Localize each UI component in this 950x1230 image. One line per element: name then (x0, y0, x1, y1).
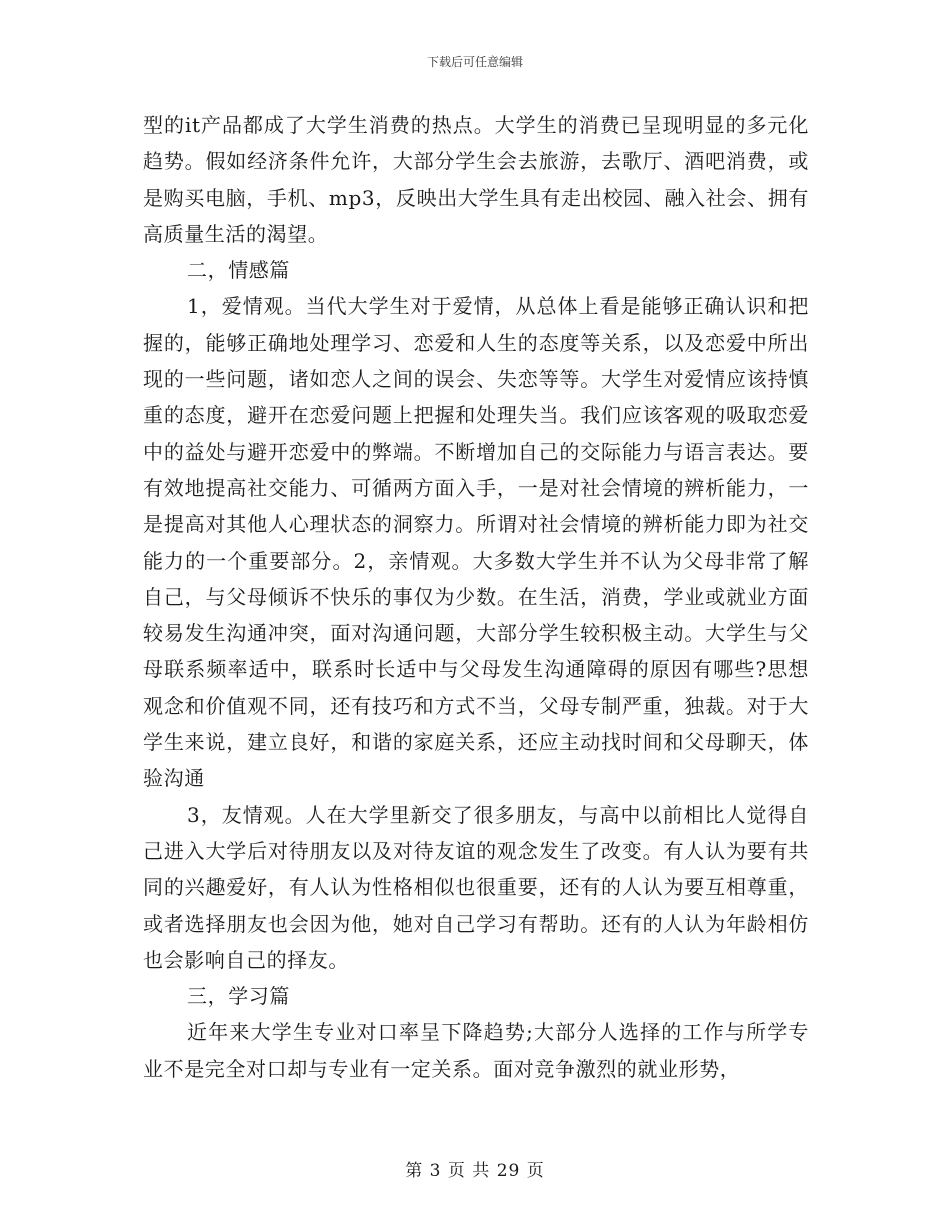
section-heading-emotion: 二，情感篇 (187, 258, 290, 283)
section-heading-study: 三，学习篇 (187, 984, 290, 1009)
paragraph-love-family: 1，爱情观。当代大学生对于爱情，从总体上看是能够正确认识和把握的，能够正确地处理学习、恋爱和人生的态度等关系，以及恋爱中所出现的一些问题，诸如恋人之间的误会、失恋等等。大学生对爱情应该持慎重的态度，避开在恋爱问题上把握和处理失当。我们应该客观的吸取恋爱中的益处与避开恋爱中的弊端。不断增加自己的交际能力与语言表达。要有效地提高社交能力、可循两方面入手，一是对社会情境的辨析能力，一是提高对其他人心理状态的洞察力。所谓对社会情境的辨析能力即为社交能力的一个重要部分。2，亲情观。大多数大学生并不认为父母非常了解自己，与父母倾诉不快乐的事仅为少数。在生活，消费，学业或就业方面较易发生沟通冲突，面对沟通问题，大部分学生较积极主动。大学生与父母联系频率适中，联系时长适中与父母发生沟通障碍的原因有哪些?思想观念和价值观不同，还有技巧和方式不当，父母专制严重，独裁。对于大学生来说，建立良好，和谐的家庭关系，还应主动找时间和父母聊天，体验沟通 (143, 294, 809, 791)
paragraph-consumption: 型的it产品都成了大学生消费的热点。大学生的消费已呈现明显的多元化趋势。假如经济条件允许，大部分学生会去旅游，去歌厅、酒吧消费，或是购买电脑，手机、mp3，反映出大学生具有走出校园、融入社会、拥有高质量生活的渴望。 (143, 113, 809, 246)
document-body (143, 107, 809, 1087)
paragraph-study: 近年来大学生专业对口率呈下降趋势;大部分人选择的工作与所学专业不是完全对口却与专业有一定关系。面对竞争激烈的就业形势， (143, 1020, 809, 1081)
paragraph-friendship: 3，友情观。人在大学里新交了很多朋友，与高中以前相比人觉得自己进入大学后对待朋友以及对待友谊的观念发生了改变。有人认为要有共同的兴趣爱好，有人认为性格相似也很重要，还有的人认为要互相尊重，或者选择朋友也会因为他，她对自己学习有帮助。还有的人认为年龄相仿也会影响自己的择友。 (143, 802, 809, 972)
page-header: 下载后可任意编辑 (426, 55, 523, 69)
page-number: 第 3 页 共 29 页 (405, 1161, 545, 1181)
